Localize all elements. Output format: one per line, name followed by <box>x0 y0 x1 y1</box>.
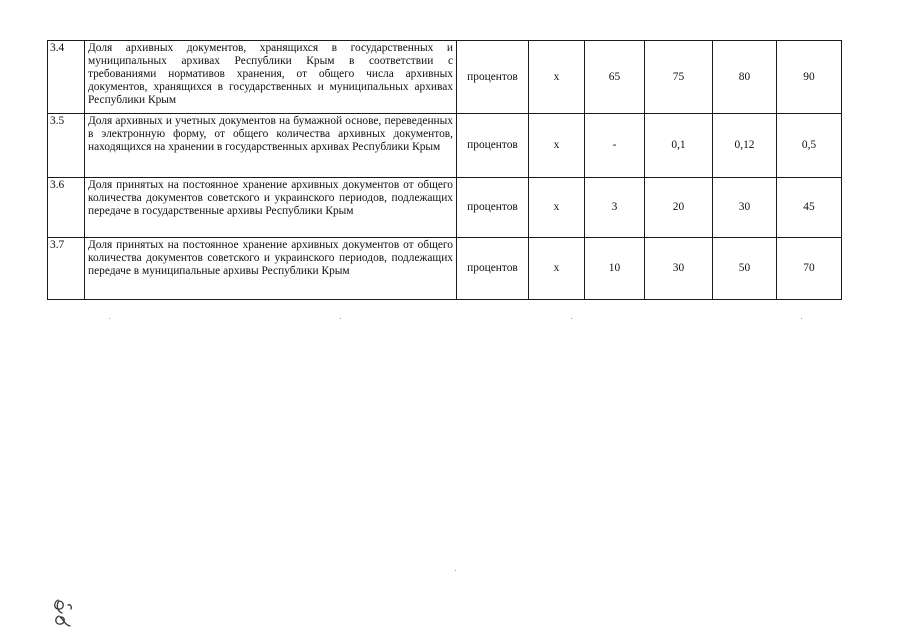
value-cell-3: 0,12 <box>713 114 777 178</box>
value-cell-4: 90 <box>777 41 842 114</box>
scan-speck <box>340 318 341 319</box>
indicator-description: Доля принятых на постоянное хранение архивных документов от общего количества документов советского и украинского периодов, подлежащих передаче в государственные архивы Республики Крым <box>85 178 457 238</box>
indicators-table <box>47 40 842 300</box>
value-cell-3: 80 <box>713 41 777 114</box>
row-number: 3.7 <box>48 238 85 300</box>
unit-cell: процентов <box>457 178 529 238</box>
value-cell-2: 0,1 <box>645 114 713 178</box>
base-value-cell: x <box>529 114 585 178</box>
value-cell-1: 65 <box>585 41 645 114</box>
row-number: 3.6 <box>48 178 85 238</box>
value-cell-4: 70 <box>777 238 842 300</box>
unit-cell: процентов <box>457 238 529 300</box>
value-cell-1: 3 <box>585 178 645 238</box>
base-value-cell: x <box>529 41 585 114</box>
table-row <box>48 178 842 238</box>
row-number: 3.5 <box>48 114 85 178</box>
value-cell-2: 75 <box>645 41 713 114</box>
table-row <box>48 114 842 178</box>
value-cell-3: 50 <box>713 238 777 300</box>
scan-speck <box>801 318 802 319</box>
value-cell-4: 0,5 <box>777 114 842 178</box>
row-number: 3.4 <box>48 41 85 114</box>
indicator-description: Доля архивных документов, хранящихся в государственных и муниципальных архивах Республики Крым в соответствии с требованиями нормативов хранения, от общего числа архивных документов, хранящихся в государственных и муниципальных архивах Республики Крым <box>85 41 457 114</box>
table-row <box>48 238 842 300</box>
unit-cell: процентов <box>457 41 529 114</box>
scan-speck <box>455 570 456 571</box>
scan-speck <box>109 318 110 319</box>
table-row <box>48 41 842 114</box>
unit-cell: процентов <box>457 114 529 178</box>
base-value-cell: x <box>529 178 585 238</box>
value-cell-4: 45 <box>777 178 842 238</box>
handwritten-page-number <box>50 596 82 630</box>
indicator-description: Доля архивных и учетных документов на бумажной основе, переведенных в электронную форму, от общего количества архивных документов, находящихся на хранении в государственных архивах Республики Крым <box>85 114 457 178</box>
scan-speck <box>571 318 572 319</box>
value-cell-1: - <box>585 114 645 178</box>
base-value-cell: x <box>529 238 585 300</box>
indicator-description: Доля принятых на постоянное хранение архивных документов от общего количества документов советского и украинского периодов, подлежащих передаче в муниципальные архивы Республики Крым <box>85 238 457 300</box>
value-cell-3: 30 <box>713 178 777 238</box>
value-cell-2: 30 <box>645 238 713 300</box>
value-cell-1: 10 <box>585 238 645 300</box>
value-cell-2: 20 <box>645 178 713 238</box>
